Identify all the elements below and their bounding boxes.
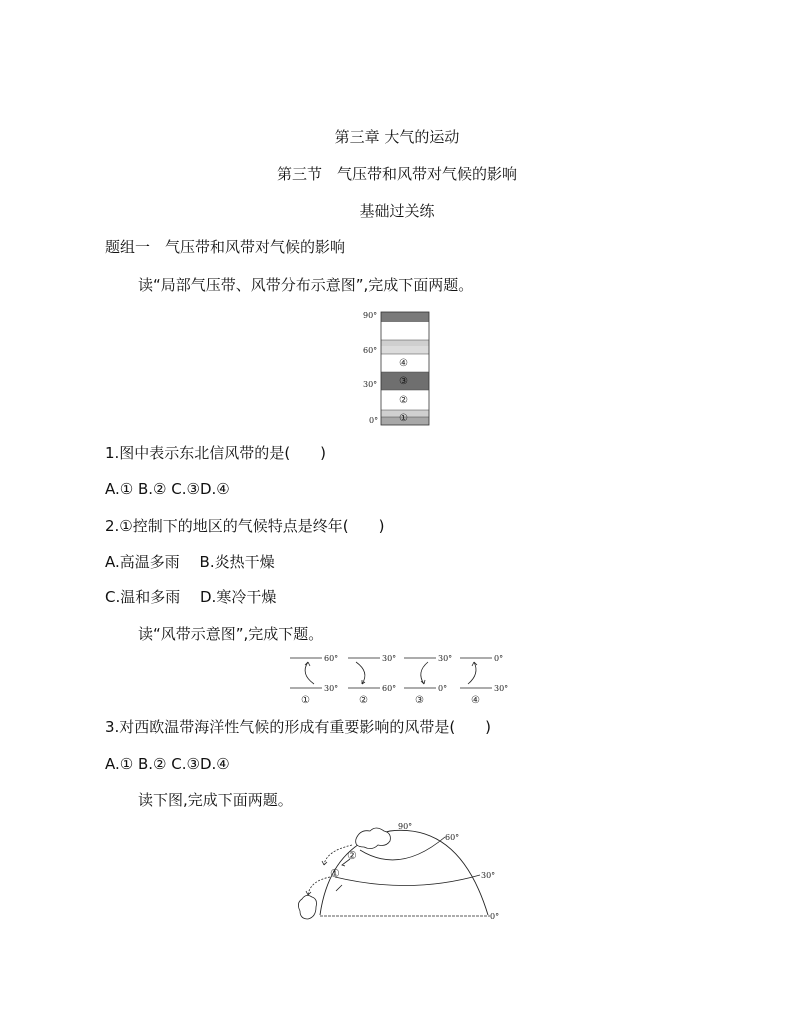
q1-stem: 1.图中表示东北信风带的是( ): [105, 444, 327, 462]
cloud-top: [356, 828, 391, 849]
intro-3: 读下图,完成下面两题。: [138, 791, 293, 809]
figure-wind-belts-svg: [286, 650, 516, 710]
section-title: 第三节 气压带和风带对气候的影响: [276, 165, 517, 183]
q3-stem: 3.对西欧温带海洋性气候的形成有重要影响的风带是( ): [105, 718, 492, 736]
hemi-marker-1: ①: [330, 867, 340, 880]
intro-2: 读“风带示意图”,完成下题。: [138, 625, 324, 643]
wind-panel-3: [404, 658, 436, 688]
wind-panel-4: [460, 658, 492, 688]
wind-panel-4-top: 0°: [494, 654, 504, 663]
belt-polar-white: [381, 322, 429, 340]
belt-60-light-2: [381, 346, 429, 354]
wind-panel-1: [290, 658, 322, 688]
q2-options-row1: A.高温多雨 B.炎热干燥: [105, 553, 275, 571]
q3-options: A.① B.② C.③D.④: [105, 755, 230, 773]
lat-label-0: 0°: [369, 416, 379, 425]
wind-panel-1-top: 60°: [324, 654, 339, 663]
zone-label-1: ①: [399, 413, 408, 424]
practice-title: 基础过关练: [359, 202, 435, 220]
lat-label-60: 60°: [363, 346, 378, 355]
wind-panel-1-label: ①: [301, 695, 310, 706]
hemi-lat-0: 0°: [490, 912, 500, 921]
wind-panel-1-bottom: 30°: [324, 684, 339, 693]
wind-panel-2: [348, 658, 380, 688]
wind-panel-4-label: ④: [471, 695, 480, 706]
wind-panel-2-top: 30°: [382, 654, 397, 663]
chapter-title: 第三章 大气的运动: [334, 128, 460, 146]
figure-pressure-belts: [355, 308, 435, 428]
figure-hemisphere: [290, 815, 515, 930]
lat-label-90: 90°: [363, 311, 378, 320]
belt-90-60-dark: [381, 312, 429, 322]
lat-label-30: 30°: [363, 380, 378, 389]
q2-options-row2: C.温和多雨 D.寒冷干燥: [105, 588, 277, 606]
figure-pressure-belts-svg: [355, 308, 435, 428]
hemi-marker-2: ②: [347, 849, 357, 862]
wind-panel-3-label: ③: [415, 695, 424, 706]
wind-panel-3-top: 30°: [438, 654, 453, 663]
earth-outline: [320, 830, 488, 915]
lat-30-curve: [335, 875, 480, 886]
belt-60-light-1: [381, 340, 429, 346]
cloud-bottom: [298, 895, 316, 919]
zone-label-2: ②: [399, 395, 408, 406]
group1-title: 题组一 气压带和风带对气候的影响: [105, 238, 346, 256]
wind-panel-3-bottom: 0°: [438, 684, 448, 693]
zone-label-3: ③: [399, 376, 408, 387]
hemi-lat-30: 30°: [481, 871, 496, 880]
hemi-lat-90: 90°: [398, 822, 413, 831]
figure-wind-belts: [286, 650, 516, 710]
wind-panel-4-bottom: 30°: [494, 684, 509, 693]
wind-panel-2-bottom: 60°: [382, 684, 397, 693]
zone-label-4: ④: [399, 358, 408, 369]
q2-stem: 2.①控制下的地区的气候特点是终年( ): [105, 517, 385, 535]
wind-panel-2-label: ②: [359, 695, 368, 706]
q1-options: A.① B.② C.③D.④: [105, 480, 230, 498]
hemi-lat-60: 60°: [445, 833, 460, 842]
intro-1: 读“局部气压带、风带分布示意图”,完成下面两题。: [138, 276, 474, 294]
